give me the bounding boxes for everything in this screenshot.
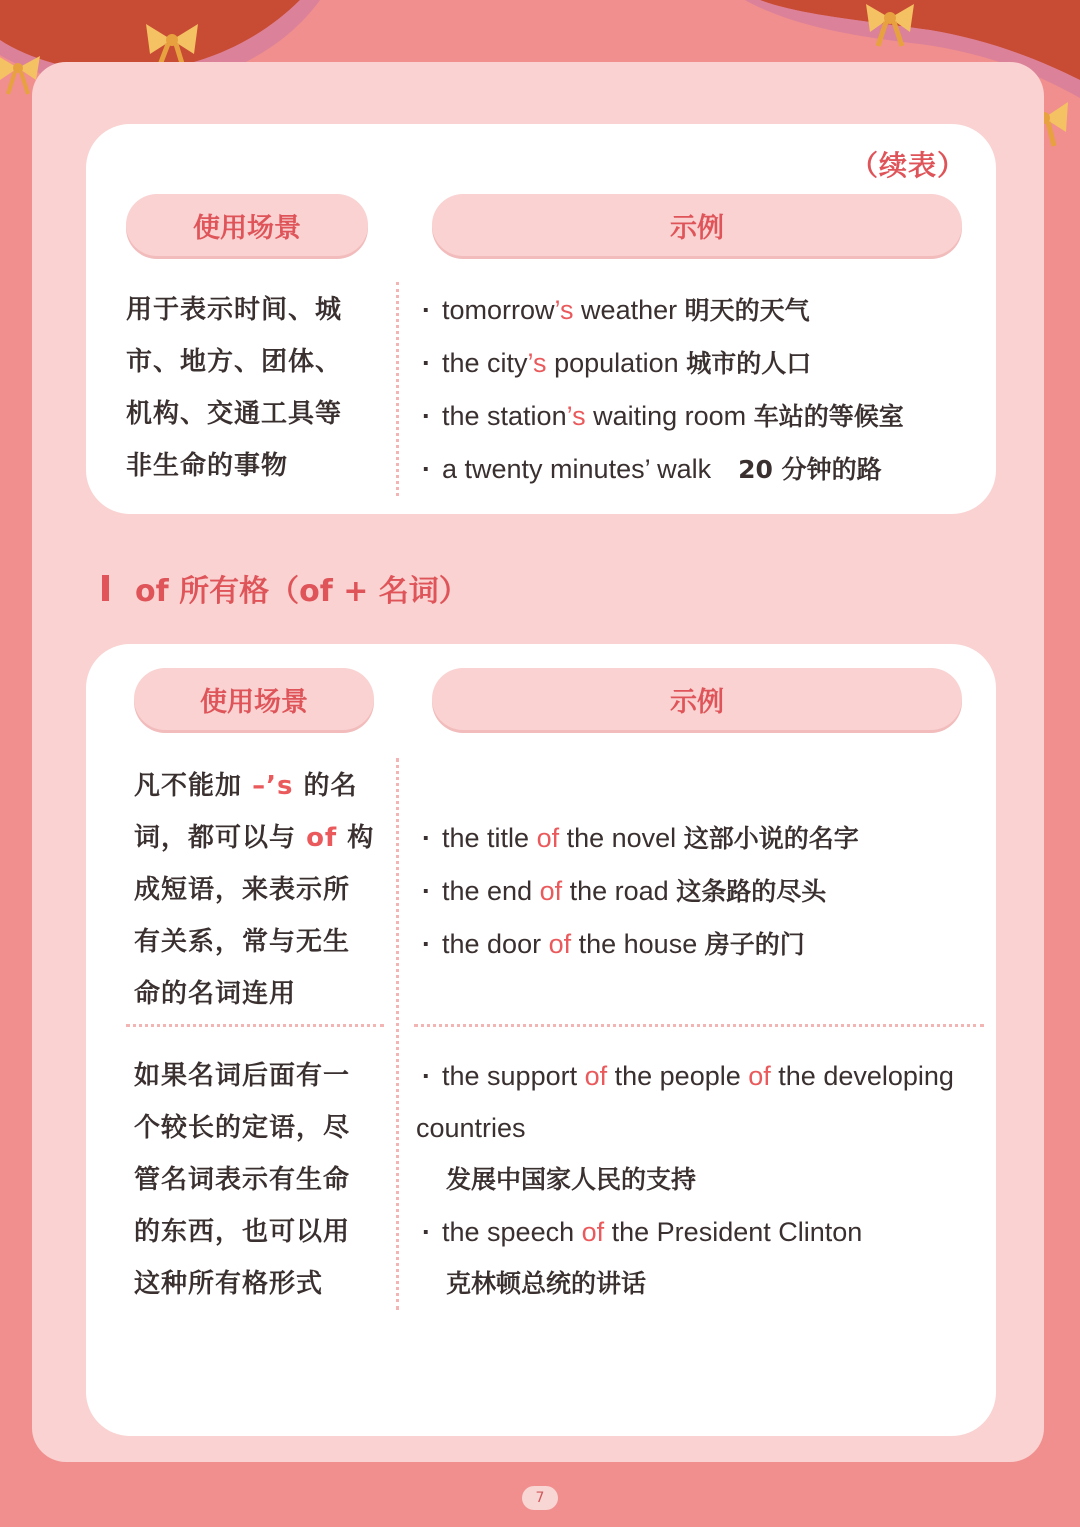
header-scene: 使用场景 — [134, 668, 374, 730]
example-item: · tomorrow’s weather 明天的天气 — [422, 295, 810, 325]
section-title: of 所有格（of + 名词） — [135, 574, 469, 609]
example-translation: 发展中国家人民的支持 — [446, 1165, 697, 1194]
example-item: · the door of the house 房子的门 — [422, 929, 805, 959]
scene-line: 成短语，来表示所 — [134, 875, 351, 905]
example-line: countries — [416, 1113, 526, 1143]
scene-line: 管名词表示有生命 — [134, 1165, 351, 1195]
example-line: · the support of the people of the developing — [422, 1061, 954, 1091]
example-item: · the end of the road 这条路的尽头 — [422, 876, 827, 906]
scene-text — [134, 760, 386, 1020]
header-scene: 使用场景 — [126, 194, 368, 256]
table-card-continued — [86, 124, 996, 514]
row-divider — [126, 1024, 384, 1027]
example-item: · a twenty minutes’ walk 20 分钟的路 — [422, 454, 882, 484]
column-divider — [396, 758, 399, 1310]
continued-label: （续表） — [849, 149, 966, 182]
scene-line: 凡不能加 –’s 的名 — [134, 771, 358, 801]
row-divider — [414, 1024, 984, 1027]
example-item — [416, 1206, 954, 1310]
example-item: · the station’s waiting room 车站的等候室 — [422, 401, 904, 431]
scene-line: 市、地方、团体、 — [126, 347, 343, 377]
column-divider — [396, 282, 399, 496]
scene-line: 这种所有格形式 — [134, 1269, 324, 1299]
example-item: · the title of the novel 这部小说的名字 — [422, 823, 859, 853]
page-number: 7 — [522, 1486, 558, 1510]
table-card-of-possessive — [86, 644, 996, 1436]
scene-text — [134, 1050, 386, 1310]
example-item — [416, 1050, 954, 1206]
header-example: 示例 — [432, 194, 962, 256]
scene-line: 有关系，常与无生 — [134, 927, 351, 957]
example-translation: 克林顿总统的讲话 — [446, 1269, 647, 1298]
scene-line: 如果名词后面有一 — [134, 1061, 351, 1091]
scene-line: 非生命的事物 — [126, 451, 289, 481]
header-example: 示例 — [432, 668, 962, 730]
section-marker — [102, 575, 109, 601]
scene-line: 用于表示时间、城 — [126, 295, 343, 325]
scene-line: 个较长的定语，尽 — [134, 1113, 351, 1143]
example-line: · the speech of the President Clinton — [422, 1217, 863, 1247]
example-list — [422, 284, 904, 496]
scene-line: 命的名词连用 — [134, 979, 297, 1009]
example-list — [422, 812, 859, 971]
scene-line: 词，都可以与 of 构 — [134, 823, 375, 853]
section-heading — [102, 566, 469, 610]
example-item: · the city’s population 城市的人口 — [422, 348, 812, 378]
scene-line: 机构、交通工具等 — [126, 399, 343, 429]
scene-text — [126, 284, 378, 492]
scene-line: 的东西，也可以用 — [134, 1217, 351, 1247]
example-list — [416, 1050, 954, 1310]
